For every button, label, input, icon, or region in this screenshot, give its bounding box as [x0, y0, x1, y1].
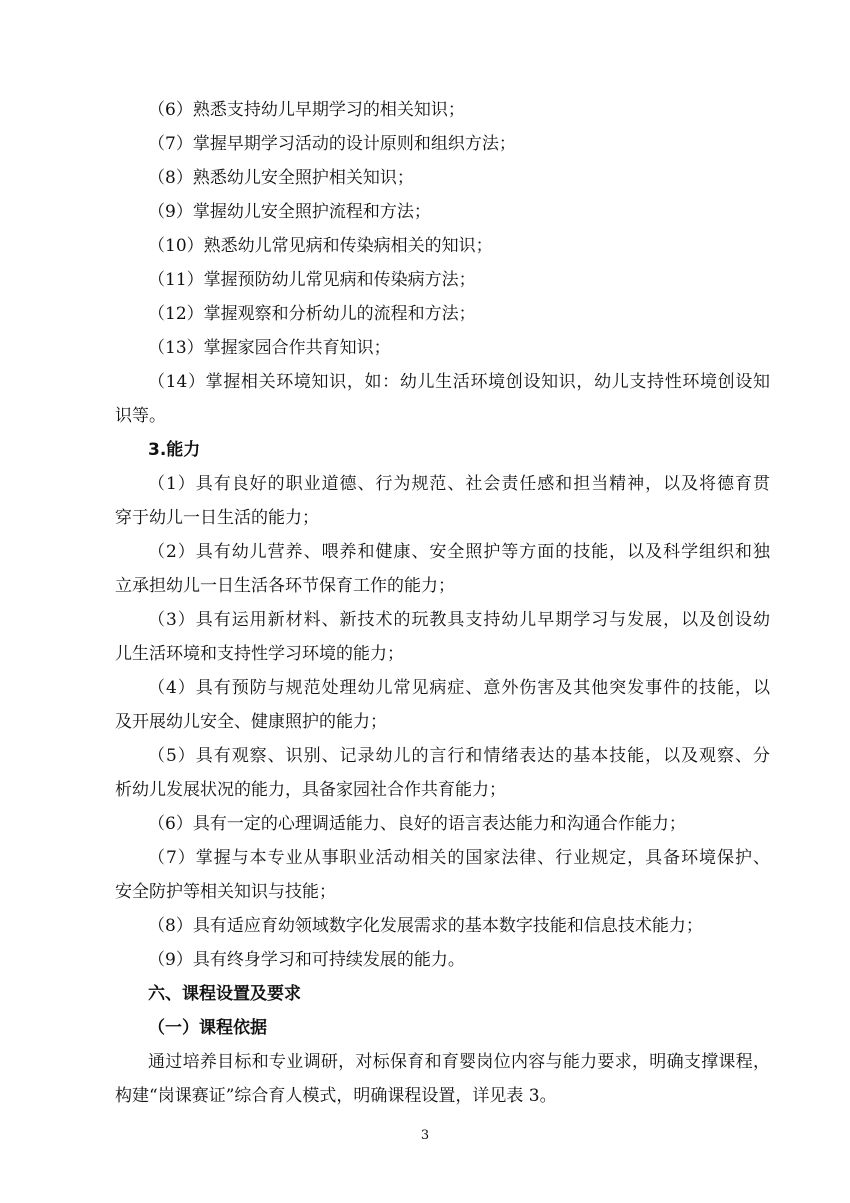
- ability-item-1-line2: 穿于幼儿一日生活的能力；: [115, 508, 319, 528]
- page-number: 3: [420, 1128, 430, 1143]
- ability-item-5-line1: （5）具有观察、识别、记录幼儿的言行和情绪表达的基本技能，以及观察、分: [148, 746, 770, 766]
- ability-item-8: （8）具有适应育幼领域数字化发展需求的基本数字技能和信息技术能力；: [148, 916, 703, 936]
- ability-item-2-line1: （2）具有幼儿营养、喂养和健康、安全照护等方面的技能，以及科学组织和独: [148, 542, 770, 562]
- ability-item-7-line1: （7）掌握与本专业从事职业活动相关的国家法律、行业规定，具备环境保护、: [148, 848, 770, 868]
- knowledge-item-7: （7）掌握早期学习活动的设计原则和组织方法；: [148, 134, 516, 154]
- ability-item-1-line1: （1）具有良好的职业道德、行为规范、社会责任感和担当精神，以及将德育贯: [148, 474, 770, 494]
- ability-item-7-line2: 安全防护等相关知识与技能；: [115, 882, 336, 902]
- ability-item-3-line1: （3）具有运用新材料、新技术的玩教具支持幼儿早期学习与发展，以及创设幼: [148, 610, 770, 630]
- knowledge-item-8: （8）熟悉幼儿安全照护相关知识；: [148, 168, 414, 188]
- knowledge-item-12: （12）掌握观察和分析幼儿的流程和方法；: [148, 304, 476, 324]
- knowledge-item-6: （6）熟悉支持幼儿早期学习的相关知识；: [148, 100, 465, 120]
- ability-item-6: （6）具有一定的心理调适能力、良好的语言表达能力和沟通合作能力；: [148, 814, 686, 834]
- knowledge-item-14-line1: （14）掌握相关环境知识，如：幼儿生活环境创设知识，幼儿支持性环境创设知: [148, 372, 770, 392]
- heading-section-6: 六、课程设置及要求: [148, 984, 301, 1004]
- course-basis-line1: 通过培养目标和专业调研，对标保育和育婴岗位内容与能力要求，明确支撑课程，: [148, 1052, 770, 1072]
- ability-item-2-line2: 立承担幼儿一日生活各环节保育工作的能力；: [115, 576, 455, 596]
- knowledge-item-9: （9）掌握幼儿安全照护流程和方法；: [148, 202, 431, 222]
- knowledge-item-10: （10）熟悉幼儿常见病和传染病相关的知识；: [148, 236, 493, 256]
- knowledge-item-11: （11）掌握预防幼儿常见病和传染病方法；: [148, 270, 476, 290]
- ability-item-4-line1: （4）具有预防与规范处理幼儿常见病症、意外伤害及其他突发事件的技能，以: [148, 678, 770, 698]
- ability-item-3-line2: 儿生活环境和支持性学习环境的能力；: [115, 644, 404, 664]
- heading-course-basis: （一）课程依据: [148, 1018, 267, 1038]
- course-basis-line2: 构建“岗课赛证”综合育人模式，明确课程设置，详见表 3。: [115, 1086, 557, 1106]
- heading-ability: 3.能力: [148, 440, 201, 460]
- knowledge-item-13: （13）掌握家园合作共育知识；: [148, 338, 391, 358]
- knowledge-item-14-line2: 识等。: [115, 406, 166, 426]
- ability-item-9: （9）具有终身学习和可持续发展的能力。: [148, 950, 465, 970]
- ability-item-5-line2: 析幼儿发展状况的能力，具备家园社合作共育能力；: [115, 780, 506, 800]
- ability-item-4-line2: 及开展幼儿安全、健康照护的能力；: [115, 712, 387, 732]
